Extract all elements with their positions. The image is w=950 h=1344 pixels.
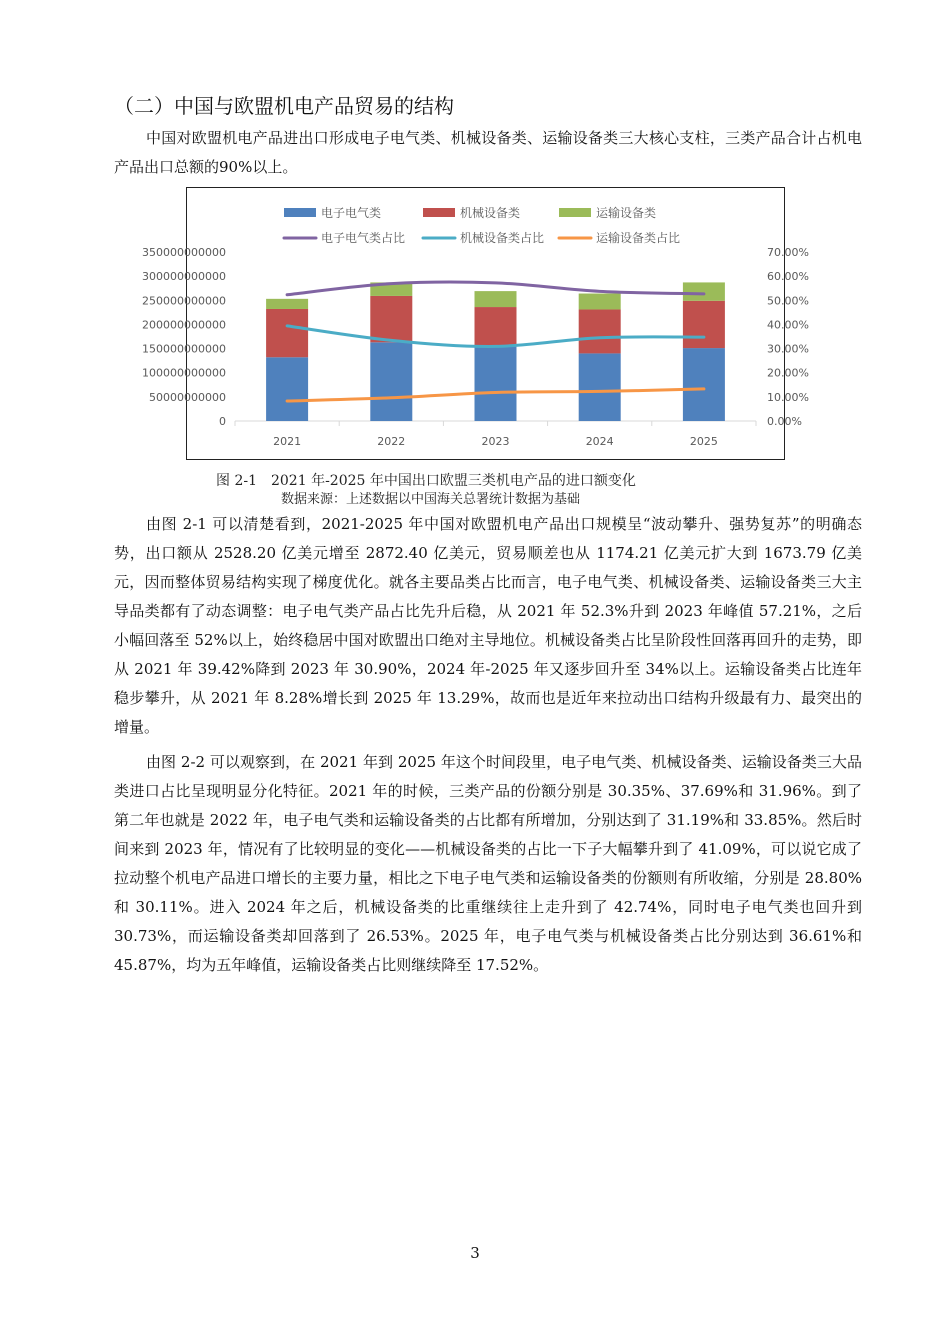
y-left-tick-label: 100000000000: [142, 366, 226, 380]
bar-segment: [370, 342, 412, 421]
y-right-tick-label: 30.00%: [767, 342, 809, 356]
y-left-tick-label: 0: [219, 415, 226, 428]
y-left-tick-label: 250000000000: [142, 294, 226, 308]
legend-label: 电子电气类占比: [321, 231, 406, 245]
stacked-bar-line-chart: [142, 188, 809, 459]
y-right-tick-label: 40.00%: [767, 318, 809, 332]
bar-segment: [683, 282, 725, 300]
y-right-tick-label: 0.00%: [767, 415, 802, 428]
bar-segment: [475, 291, 517, 307]
legend-label: 机械设备类占比: [460, 231, 545, 245]
bar-segment: [266, 309, 308, 357]
y-left-tick-label: 350000000000: [142, 246, 226, 259]
bar-segment: [579, 309, 621, 353]
x-tick-label: 2021: [273, 435, 302, 448]
legend-label: 运输设备类: [596, 206, 657, 220]
x-tick-label: 2025: [689, 435, 718, 448]
y-right-tick-label: 70.00%: [767, 246, 809, 259]
y-left-tick-label: 50000000000: [149, 390, 226, 404]
legend-swatch: [284, 208, 316, 217]
y-left-tick-label: 300000000000: [142, 270, 226, 284]
legend-label: 运输设备类占比: [596, 231, 681, 245]
analysis-paragraph-2: 由图 2-2 可以观察到，在 2021 年到 2025 年这个时间段里，电子电气类、机械设备类、运输设备类三大品类进口占比呈现明显分化特征。2021 年的时候，三类产品的份额分别是 30.35%、37.69%和 31.96%。到了第二年也就是 2022 年，电子电气类和运输设备类的占比都有所增加，分别达到了 31.19%和 33.85%。然后时间来到 2023 年，情况有了比较明显的变化——机械设备类的占比一下子大幅攀升到了 41.09%，可以说它成了拉动整个机电产品进口增长的主要力量，相比之下电子电气类和运输设备类的份额则有所收缩，分别是 28.80%和 30.11%。进入 2024 年之后，机械设备类的比重继续往上走升到了 42.74%，同时电子电气类也回升到 30.73%，而运输设备类却回落到了 26.53%。2025 年，电子电气类与机械设备类占比分别达到 36.61%和 45.87%，均为五年峰值，运输设备类占比则继续降至 17.52%。: [114, 753, 862, 974]
bar-segment: [266, 299, 308, 309]
analysis-paragraph-1: 由图 2-1 可以清楚看到，2021-2025 年中国对欧盟机电产品出口规模呈“波动攀升、强势复苏”的明确态势，出口额从 2528.20 亿美元增至 2872.40 亿美元，贸易顺差也从 1174.21 亿美元扩大到 1673.79 亿美元，因而整体贸易结构实现了梯度优化。就各主要品类占比而言，电子电气类、机械设备类、运输设备类三大主导品类都有了动态调整：电子电气类产品占比先升后稳，从 2021 年 52.3%升到 2023 年峰值 57.21%，之后小幅回落至 52%以上，始终稳居中国对欧盟出口绝对主导地位。机械设备类占比呈阶段性回落再回升的走势，即从 2021 年 39.42%降到 2023 年 30.90%，2024 年-2025 年又逐步回升至 34%以上。运输设备类占比连年稳步攀升，从 2021 年 8.28%增长到 2025 年 13.29%，故而也是近年来拉动出口结构升级最有力、最突出的增量。: [114, 515, 862, 736]
page-number: 3: [470, 1244, 480, 1262]
bar-segment: [475, 307, 517, 347]
x-tick-label: 2023: [481, 435, 510, 448]
y-left-tick-label: 150000000000: [142, 342, 226, 356]
section-heading: （二）中国与欧盟机电产品贸易的结构: [114, 94, 454, 118]
figure-caption: 图 2-1 2021 年-2025 年中国出口欧盟三类机电产品的进口额变化: [216, 473, 636, 489]
bar-segment: [266, 357, 308, 421]
bar-segment: [579, 294, 621, 310]
y-right-tick-label: 60.00%: [767, 270, 809, 284]
figure-source: 数据来源：上述数据以中国海关总署统计数据为基础: [281, 492, 581, 507]
y-right-tick-label: 20.00%: [767, 366, 809, 380]
bar-segment: [683, 348, 725, 421]
bar-segment: [370, 296, 412, 342]
legend-label: 电子电气类: [321, 206, 382, 220]
bar-segment: [683, 301, 725, 348]
intro-paragraph: 中国对欧盟机电产品进出口形成电子电气类、机械设备类、运输设备类三大核心支柱，三类产品合计占机电产品出口总额的90%以上。: [114, 129, 862, 176]
x-tick-label: 2024: [585, 435, 614, 448]
x-tick-label: 2022: [377, 435, 406, 448]
legend-swatch: [559, 208, 591, 217]
bar-segment: [475, 347, 517, 421]
bar-segment: [579, 353, 621, 421]
y-left-tick-label: 200000000000: [142, 318, 226, 332]
chart-container: [142, 187, 809, 460]
y-right-tick-label: 10.00%: [767, 390, 809, 404]
legend-label: 机械设备类: [460, 206, 521, 220]
y-right-tick-label: 50.00%: [767, 294, 809, 308]
legend-swatch: [423, 208, 455, 217]
